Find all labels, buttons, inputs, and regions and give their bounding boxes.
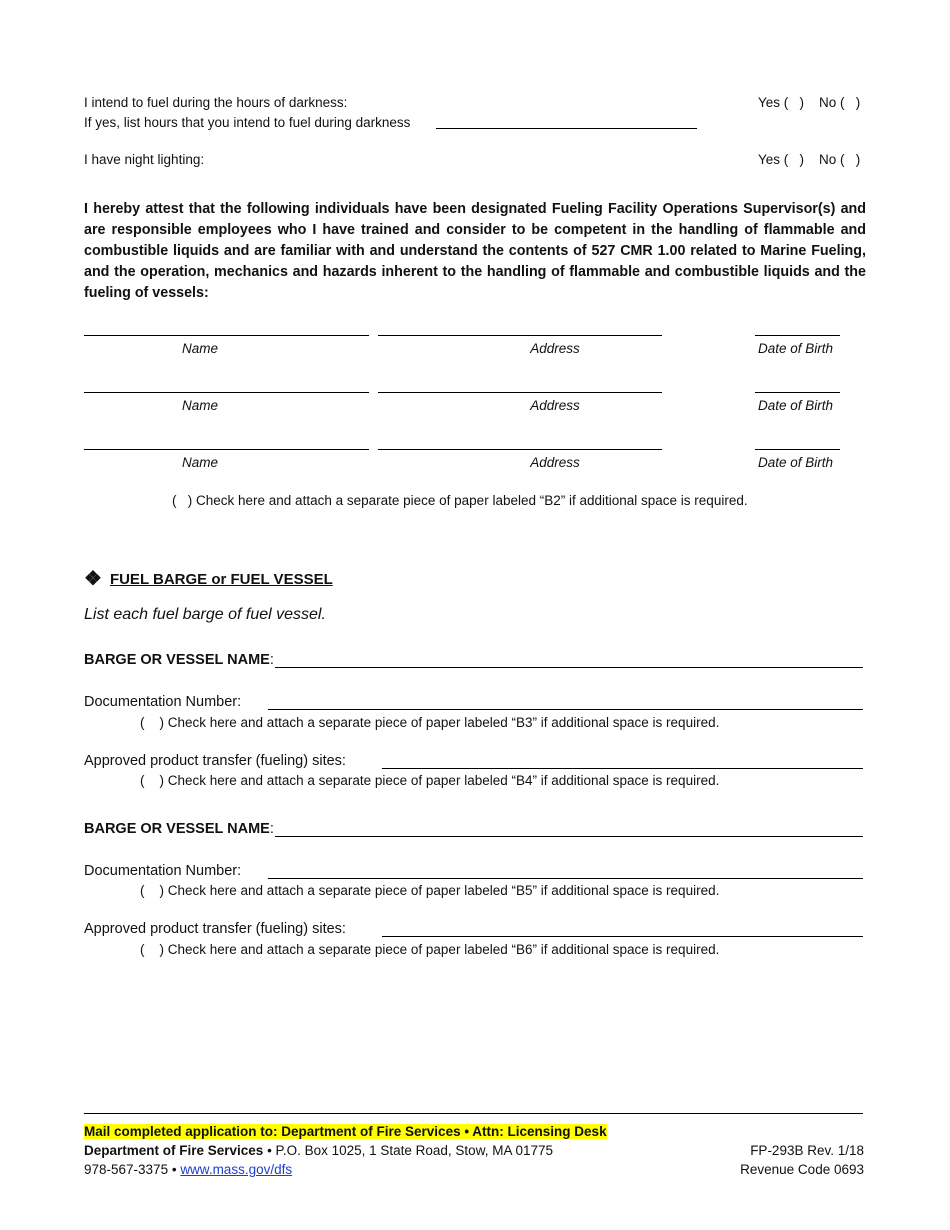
vessel-name-colon: :: [269, 652, 274, 668]
documentation-number-label: Documentation Number:: [84, 863, 242, 879]
check-b3[interactable]: ( ) Check here and attach a separate piece of paper labeled “B3” if additional space is required.: [140, 715, 720, 730]
footer-mail: [84, 1124, 607, 1139]
night-lighting-question: I have night lighting:: [84, 152, 205, 167]
documentation-number-field[interactable]: [268, 878, 863, 879]
vessel-name-colon: :: [269, 821, 274, 837]
transfer-sites-field[interactable]: [382, 936, 863, 937]
address-field[interactable]: [378, 392, 662, 393]
name-caption: Name: [181, 341, 218, 356]
transfer-sites-field[interactable]: [382, 768, 863, 769]
darkness-hours-field[interactable]: [436, 128, 697, 129]
diamond-bullet-icon: ❖: [84, 568, 102, 590]
night-lighting-yes-no[interactable]: Yes ( ) No ( ): [758, 152, 861, 167]
section-title: FUEL BARGE or FUEL VESSEL: [109, 571, 333, 588]
name-field[interactable]: [84, 392, 369, 393]
check-b2[interactable]: ( ) Check here and attach a separate piece of paper labeled “B2” if additional space is required.: [172, 493, 748, 508]
name-field[interactable]: [84, 335, 369, 336]
footer-dept: Department of Fire Services: [84, 1143, 264, 1158]
name-caption: Name: [181, 455, 218, 470]
darkness-question: I intend to fuel during the hours of darkness:: [84, 95, 348, 110]
vessel-name-field[interactable]: [275, 836, 863, 837]
dob-field[interactable]: [755, 449, 840, 450]
footer-form-id: FP-293B Rev. 1/18: [750, 1143, 864, 1158]
footer-revenue-code: Revenue Code 0693: [740, 1162, 864, 1177]
vessel-name-label-text: BARGE OR VESSEL NAME: [84, 821, 270, 837]
darkness-hours-label: If yes, list hours that you intend to fuel during darkness: [84, 115, 411, 130]
section-heading: [84, 566, 333, 591]
vessel-name-label-text: BARGE OR VESSEL NAME: [84, 652, 270, 668]
dob-field[interactable]: [755, 335, 840, 336]
footer-url-link[interactable]: www.mass.gov/dfs: [180, 1162, 293, 1177]
dob-caption: Date of Birth: [758, 455, 834, 470]
transfer-sites-label: Approved product transfer (fueling) sites:: [84, 921, 346, 937]
footer-address-line: [84, 1143, 553, 1158]
dob-field[interactable]: [755, 392, 840, 393]
name-caption: Name: [181, 398, 218, 413]
dob-caption: Date of Birth: [758, 398, 834, 413]
transfer-sites-label: Approved product transfer (fueling) sites:: [84, 753, 346, 769]
footer-address: • P.O. Box 1025, 1 State Road, Stow, MA 01775: [263, 1143, 553, 1158]
address-caption: Address: [530, 341, 580, 356]
check-b5[interactable]: ( ) Check here and attach a separate piece of paper labeled “B5” if additional space is required.: [140, 883, 720, 898]
mail-instructions: Mail completed application to: Department of Fire Services • Attn: Licensing Desk: [84, 1124, 607, 1139]
vessel-name-label: [84, 821, 274, 837]
vessel-name-label: [84, 652, 274, 668]
address-field[interactable]: [378, 449, 662, 450]
vessel-name-field[interactable]: [275, 667, 863, 668]
footer-divider: [84, 1113, 863, 1114]
darkness-yes-no[interactable]: Yes ( ) No ( ): [758, 95, 861, 110]
address-caption: Address: [530, 455, 580, 470]
footer-contact-line: [84, 1162, 292, 1177]
documentation-number-field[interactable]: [268, 709, 863, 710]
check-b4[interactable]: ( ) Check here and attach a separate piece of paper labeled “B4” if additional space is required.: [140, 773, 720, 788]
section-subtitle: List each fuel barge of fuel vessel.: [84, 606, 326, 623]
documentation-number-label: Documentation Number:: [84, 694, 242, 710]
footer-phone: 978-567-3375 •: [84, 1162, 181, 1177]
attestation-text: I hereby attest that the following individuals have been designated Fueling Facility Operations Supervisor(s) and are responsible employees who I have trained and consider to be competent in the handling of flammable and combustible liquids and are familiar with and understand the contents of 527 CMR 1.00 related to Marine Fueling, and the operation, mechanics and hazards inherent to the handling of flammable and combustible liquids and the fueling of vessels:: [84, 201, 866, 301]
dob-caption: Date of Birth: [758, 341, 834, 356]
address-field[interactable]: [378, 335, 662, 336]
name-field[interactable]: [84, 449, 369, 450]
address-caption: Address: [530, 398, 580, 413]
check-b6[interactable]: ( ) Check here and attach a separate piece of paper labeled “B6” if additional space is required.: [140, 942, 720, 957]
